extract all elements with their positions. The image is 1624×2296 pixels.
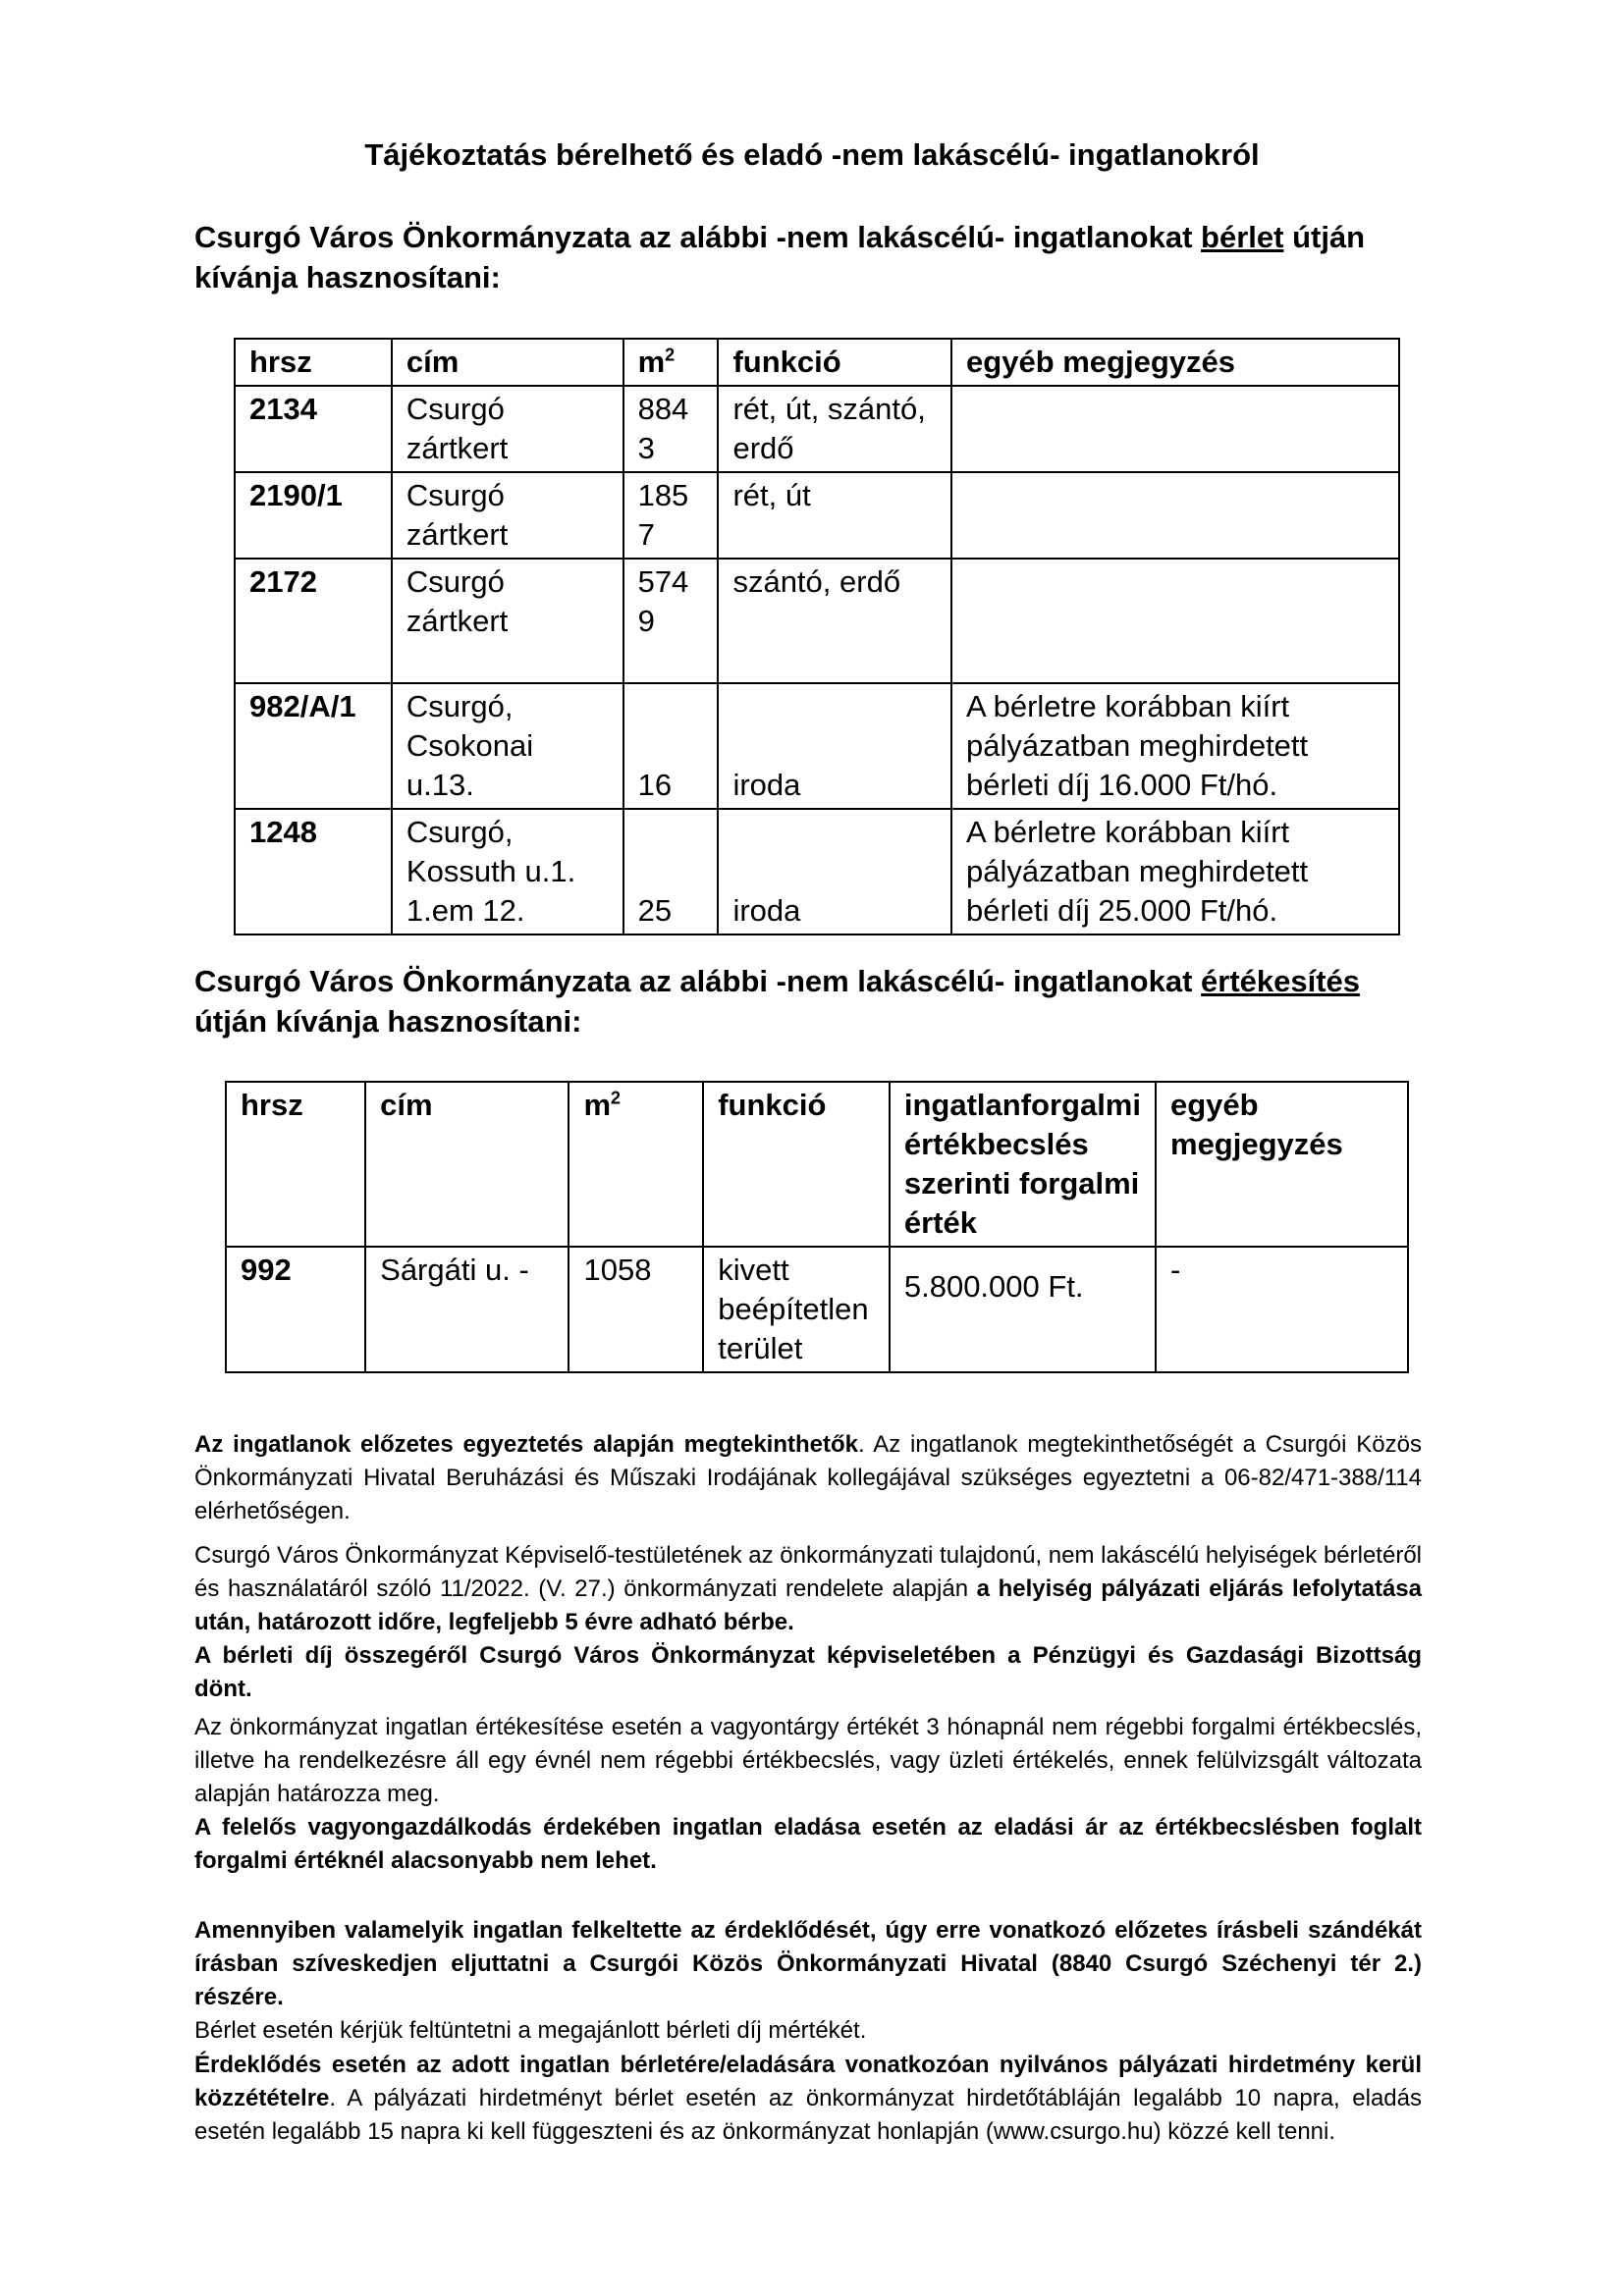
cell-megjegyzes [951,472,1399,559]
cell-hrsz: 982/A/1 [235,683,392,809]
cell-funkcio: rét, út [718,472,951,559]
cell-cim: Csurgó, Kossuth u.1. 1.em 12. [392,809,623,934]
cell-funkcio: szántó, erdő [718,559,951,683]
table-row [235,559,1399,683]
paragraph-viewing: Az ingatlanok előzetes egyeztetés alapján megtekinthetők. Az ingatlanok megtekinthetőségét a Csurgói Közös Önkormányzati Hivatal Beruházási és Műszaki Irodájának kollegájával szükséges egyeztetni a 06-82/471-388/114 elérhetőségen. [194,1431,1423,1524]
cell-cim: Csurgó zártkert [392,386,623,472]
table-row [235,809,1399,934]
cell-megjegyzes: A bérletre korábban kiírt pályázatban meghirdetett bérleti díj 25.000 Ft/hó. [951,809,1399,934]
cell-m2: 8843 [623,386,719,472]
cell-cim: Csurgó zártkert [392,559,623,683]
header-m2: $m^2$ [568,1082,703,1247]
cell-hrsz: 1248 [235,809,392,934]
header-hrsz: hrsz [235,339,392,386]
rent-section-heading: Csurgó Város Önkormányzata az alábbi -nem lakáscélú- ingatlanokat bérlet útján kívánja hasznosítani: [194,220,1366,294]
cell-m2: 16 [623,683,719,809]
table-row [235,472,1399,559]
cell-m2: 25 [623,809,719,934]
header-funkcio: funkció [703,1082,890,1247]
rent-underlined-word: bérlet [1201,220,1284,254]
cell-cim: Csurgó, Csokonai u.13. [392,683,623,809]
cell-hrsz: 2172 [235,559,392,683]
cell-funkcio: kivett beépítetlen terület [703,1247,890,1372]
cell-hrsz: 2190/1 [235,472,392,559]
cell-forgalmi-ertek: 5.800.000 Ft. [890,1247,1156,1372]
header-funkcio: funkció [718,339,951,386]
header-megjegyzes: egyéb megjegyzés [951,339,1399,386]
table-row [235,386,1399,472]
cell-megjegyzes [951,386,1399,472]
paragraph-announcement: Érdeklődés esetén az adott ingatlan bérletére/eladására vonatkozóan nyilvános pályázati hirdetmény kerül közzétételre. A pályázati hirdetményt bérlet esetén az önkormányzat hirdetőtábláján legalább 10 napra, eladás esetén legalább 15 napra ki kell függeszteni és az önkormányzat honlapján (www.csurgo.hu) közzé kell tenni. [194,2052,1422,2145]
table-row [226,1247,1408,1372]
header-forgalmi-ertek: ingatlanforgalmi értékbecslés szerinti forgalmi érték [890,1082,1156,1247]
sale-underlined-word: értékesítés [1201,964,1361,998]
header-megjegyzes: egyéb megjegyzés [1156,1082,1408,1247]
header-cim: cím [392,339,623,386]
cell-m2: 1857 [623,472,719,559]
cell-cim: Csurgó zártkert [392,472,623,559]
paragraph-interest: Amennyiben valamelyik ingatlan felkeltette az érdeklődését, úgy erre vonatkozó előzetes írásbeli szándékát írásban szíveskedjen eljuttatni a Csurgói Közös Önkormányzati Hivatal (8840 Csurgó Széchenyi tér 2.) részére. Bérlet esetén kérjük feltüntetni a megajánlott bérleti díj mértékét. [194,1917,1422,2044]
cell-cim: Sárgáti u. - [365,1247,568,1372]
cell-hrsz: 992 [226,1247,365,1372]
paragraph-rental-rules: Csurgó Város Önkormányzat Képviselő-testületének az önkormányzati tulajdonú, nem lakáscélú helyiségek bérletéről és használatáról szóló 11/2022. (V. 27.) önkormányzati rendelete alapján a helyiség pályázati eljárás lefolytatása után, határozott időre, legfeljebb 5 évre adható bérbe. A bérleti díj összegéről Csurgó Város Önkormányzat képviseletében a Pénzügyi és Gazdasági Bizottság dönt. [194,1542,1423,1702]
cell-funkcio: rét, út, szántó, erdő [718,386,951,472]
cell-m2: 1058 [568,1247,703,1372]
cell-m2: 5749 [623,559,719,683]
cell-megjegyzes: A bérletre korábban kiírt pályázatban meghirdetett bérleti díj 16.000 Ft/hó. [951,683,1399,809]
paragraph-sale-rules: Az önkormányzat ingatlan értékesítése esetén a vagyontárgy értékét 3 hónapnál nem régebbi forgalmi értékbecslés, illetve ha rendelkezésre áll egy évnél nem régebbi értékbecslés, vagy üzleti értékelés, ennek felülvizsgált változata alapján határozza meg. A felelős vagyongazdálkodás érdekében ingatlan eladása esetén az eladási ár az értékbecslésben foglalt forgalmi értéknél alacsonyabb nem lehet. [194,1714,1422,1874]
table-header-row [226,1082,1408,1247]
sale-section-heading: Csurgó Város Önkormányzata az alábbi -nem lakáscélú- ingatlanokat értékesítés útján kívánja hasznosítani: [194,964,1361,1039]
cell-megjegyzes: - [1156,1247,1408,1372]
document-title: Tájékoztatás bérelhető és eladó -nem lakáscélú- ingatlanokról [364,137,1260,172]
header-hrsz: hrsz [226,1082,365,1247]
rent-table [234,338,1400,935]
cell-funkcio: iroda [718,809,951,934]
header-m2: $m^2$ [623,339,719,386]
cell-funkcio: iroda [718,683,951,809]
sale-table [225,1081,1409,1373]
table-header-row [235,339,1399,386]
cell-hrsz: 2134 [235,386,392,472]
table-row [235,683,1399,809]
cell-megjegyzes [951,559,1399,683]
header-cim: cím [365,1082,568,1247]
